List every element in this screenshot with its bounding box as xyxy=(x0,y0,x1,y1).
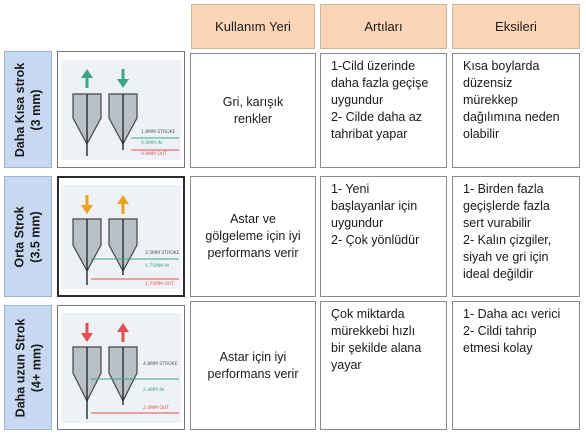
needle-diagram xyxy=(61,60,181,160)
row1-needle-image xyxy=(57,51,185,168)
row3-side-title: Daha uzun Strok xyxy=(13,318,27,417)
needle-diagram xyxy=(61,313,181,423)
row2-side-size: (3.5 mm) xyxy=(29,210,44,263)
row3-side-label xyxy=(4,305,52,430)
row1-cons: Kısa boylarda düzensiz mürekkep dağılımına neden olabilir xyxy=(452,53,580,168)
row3-needle-image xyxy=(57,305,185,430)
svg-text:2.4MM OUT: 2.4MM OUT xyxy=(143,405,169,411)
row2-side-title: Orta Strok xyxy=(13,205,28,268)
row2-needle-image xyxy=(57,176,185,297)
row3-usage: Astar için iyi performans verir xyxy=(190,301,316,430)
row1-usage: Gri, karışık renkler xyxy=(190,53,316,168)
row2-usage: Astar ve gölgeleme için iyi performans verir xyxy=(190,176,316,297)
row2-pros: 1- Yeni başlayanlar için uygundur 2- Çok yönlüdür xyxy=(320,176,447,297)
row1-side-size: (3 mm) xyxy=(29,89,44,130)
row1-pros: 1-Cild üzerinde daha fazla geçişe uygundur 2- Cilde daha az tahribat yapar xyxy=(320,53,447,168)
svg-text:1.75MM IN: 1.75MM IN xyxy=(145,263,169,269)
needle-diagram xyxy=(61,185,181,289)
row3-pros: Çok miktarda mürekkebi hızlı bir şekilde alana yayar xyxy=(320,301,447,430)
header-cons: Eksileri xyxy=(452,4,580,49)
header-usage: Kullanım Yeri xyxy=(191,4,315,49)
row2-cons: 1- Birden fazla geçişlerde fazla sert vurabilir 2- Kalın çizgiler, siyah ve gri için ideal değildir xyxy=(452,176,580,297)
row1-side-label xyxy=(4,51,52,168)
svg-text:1.75MM OUT: 1.75MM OUT xyxy=(145,281,174,287)
row1-side-title: Daha Kısa strok xyxy=(13,62,28,157)
svg-text:0.9MM OUT: 0.9MM OUT xyxy=(141,151,167,157)
svg-text:2.4MM IN: 2.4MM IN xyxy=(143,387,165,393)
row2-side-label xyxy=(4,176,52,297)
header-pros: Artıları xyxy=(320,4,447,49)
svg-text:3.5MM STROKE: 3.5MM STROKE xyxy=(145,250,180,256)
svg-text:4.8MM STROKE: 4.8MM STROKE xyxy=(143,361,178,367)
svg-text:1.8MM STROKE: 1.8MM STROKE xyxy=(141,129,176,135)
row3-cons: 1- Daha acı verici 2- Cildi tahrip etmesi kolay xyxy=(452,301,580,430)
svg-text:0.9MM IN: 0.9MM IN xyxy=(141,140,163,146)
row3-side-size: (4+ mm) xyxy=(29,343,43,392)
